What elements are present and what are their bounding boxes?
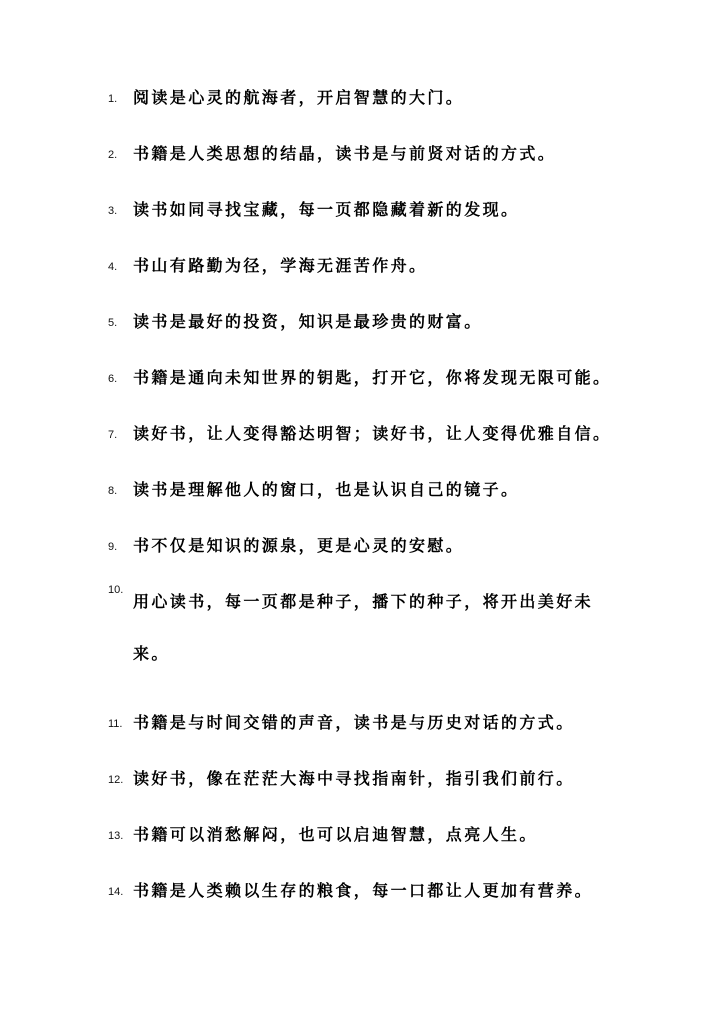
list-item bbox=[108, 365, 628, 391]
list-item bbox=[108, 421, 628, 447]
item-text: 书山有路勤为径，学海无涯苦作舟。 bbox=[133, 256, 428, 275]
quote-list bbox=[108, 85, 628, 934]
list-item bbox=[108, 141, 628, 167]
item-text: 读书是理解他人的窗口，也是认识自己的镜子。 bbox=[133, 480, 520, 499]
item-text: 书籍是人类赖以生存的粮食，每一口都让人更加有营养。 bbox=[133, 881, 594, 900]
item-number: 7. bbox=[108, 429, 118, 441]
list-item bbox=[108, 878, 628, 904]
list-item bbox=[108, 766, 628, 792]
item-number: 5. bbox=[108, 317, 118, 329]
item-number: 6. bbox=[108, 373, 118, 385]
item-text: 读书如同寻找宝藏，每一页都隐藏着新的发现。 bbox=[133, 200, 520, 219]
item-number: 8. bbox=[108, 485, 118, 497]
list-item bbox=[108, 85, 628, 111]
list-item bbox=[108, 477, 628, 503]
item-number: 10. bbox=[108, 584, 124, 596]
item-text: 读书是最好的投资，知识是最珍贵的财富。 bbox=[133, 312, 483, 331]
list-item bbox=[108, 253, 628, 279]
item-number: 14. bbox=[108, 886, 124, 898]
item-number: 11. bbox=[108, 718, 123, 730]
list-item bbox=[108, 822, 628, 848]
item-text: 书籍是与时间交错的声音，读书是与历史对话的方式。 bbox=[133, 713, 575, 732]
list-item bbox=[108, 710, 628, 736]
item-text: 用心读书，每一页都是种子，播下的种子，将开出美好未来。 bbox=[133, 592, 594, 663]
item-text: 书不仅是知识的源泉，更是心灵的安慰。 bbox=[133, 536, 465, 555]
item-number: 4. bbox=[108, 261, 118, 273]
item-number: 9. bbox=[108, 541, 118, 553]
item-text: 读好书，让人变得豁达明智；读好书，让人变得优雅自信。 bbox=[133, 424, 612, 443]
list-item bbox=[108, 576, 628, 680]
list-item bbox=[108, 309, 628, 335]
item-text: 书籍是通向未知世界的钥匙，打开它，你将发现无限可能。 bbox=[133, 368, 612, 387]
item-text: 书籍是人类思想的结晶，读书是与前贤对话的方式。 bbox=[133, 144, 557, 163]
item-number: 2. bbox=[108, 149, 118, 161]
item-number: 13. bbox=[108, 830, 124, 842]
item-text: 阅读是心灵的航海者，开启智慧的大门。 bbox=[133, 88, 465, 107]
item-number: 1. bbox=[108, 93, 118, 105]
item-number: 3. bbox=[108, 205, 118, 217]
list-item bbox=[108, 197, 628, 223]
item-number: 12. bbox=[108, 774, 124, 786]
item-text: 读好书，像在茫茫大海中寻找指南针，指引我们前行。 bbox=[133, 769, 575, 788]
item-text: 书籍可以消愁解闷，也可以启迪智慧，点亮人生。 bbox=[133, 825, 538, 844]
list-item bbox=[108, 533, 628, 559]
